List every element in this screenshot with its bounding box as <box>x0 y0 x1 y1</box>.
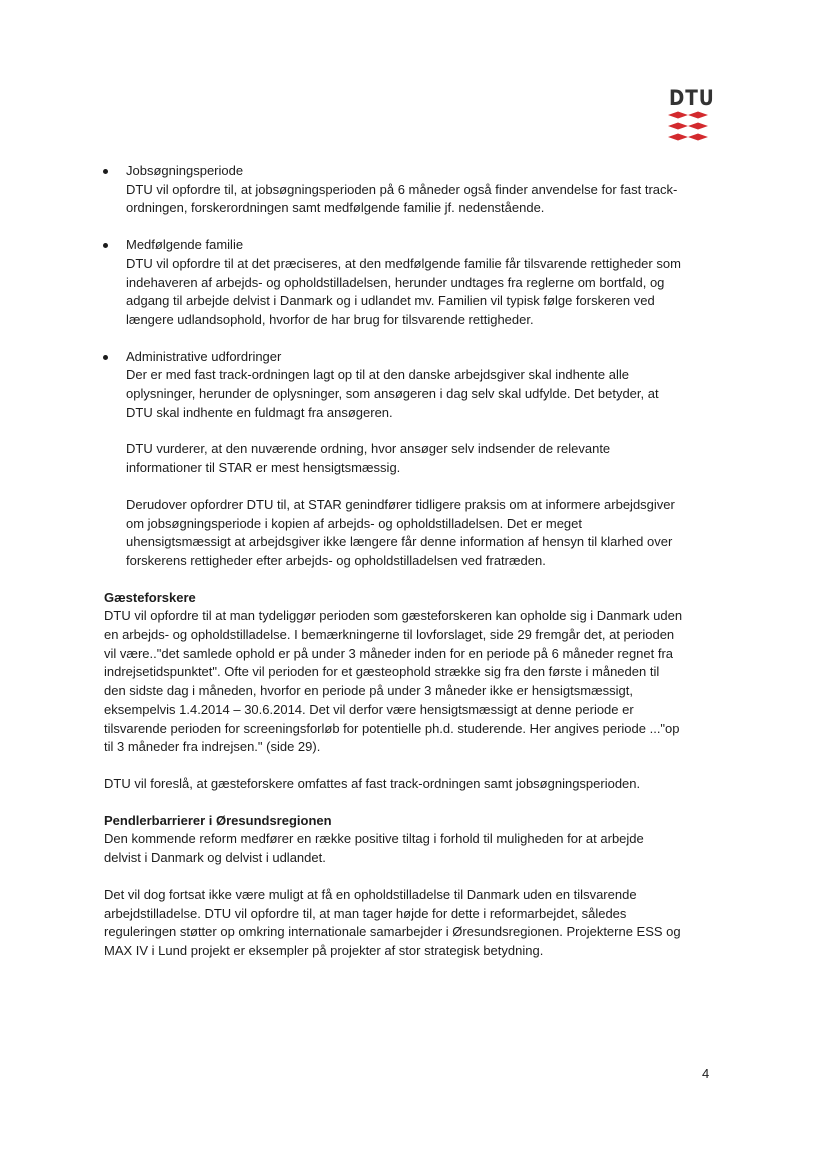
text-line: delvist i Danmark og delvist i udlandet. <box>104 850 326 866</box>
text-line: vil være.."det samlede ophold er på under 3 måneder inden for en periode på 6 måneder regnet fra <box>104 645 674 661</box>
bullet-item-jobsoegningsperiode <box>104 162 714 218</box>
text-line: forskerens rettigheder efter arbejds- og opholdstilladelsen ved fratræden. <box>126 552 546 568</box>
text-line: informationer til STAR er mest hensigtsmæssig. <box>126 460 401 476</box>
bullet-marker <box>103 355 108 360</box>
text-line: den sidste dag i måneden, hvorfor en periode på under 3 måneder ikke er hensigtsmæssigt, <box>104 683 633 699</box>
text-line: adgang til arbejde delvist i Danmark og i udlandet mv. Familien vil typisk følge forskeren ved <box>126 293 655 309</box>
text-line: til 3 måneder fra indrejsen." (side 29). <box>104 739 321 755</box>
bullet-marker <box>103 243 108 248</box>
document-body <box>104 162 714 961</box>
section-gaesteforskere <box>104 589 714 794</box>
page-number: 4 <box>702 1066 710 1081</box>
text-line: DTU vurderer, at den nuværende ordning, hvor ansøger selv indsender de relevante <box>126 441 611 457</box>
text-line: reguleringen støtter op omkring internationale samarbejder i Øresundsregionen. Projekterne ESS og <box>104 924 681 940</box>
text-line: DTU vil foreslå, at gæsteforskere omfattes af fast track-ordningen samt jobsøgningsperioden. <box>104 775 641 791</box>
section-pendlerbarrierer <box>104 812 714 961</box>
section-heading: Pendlerbarrierer i Øresundsregionen <box>104 812 332 828</box>
text-line: arbejdstilladelse. DTU vil opfordre til, at man tager højde for dette i reformarbejdet, således <box>104 905 627 921</box>
text-line: oplysninger, herunder de oplysninger, som ansøgeren i dag selv skal udfylde. Det betyder, at <box>126 386 659 402</box>
text-line: DTU skal indhente en fuldmagt fra ansøgeren. <box>126 404 393 420</box>
text-line: Det vil dog fortsat ikke være muligt at få en opholdstilladelse til Danmark uden en tilsvarende <box>104 886 637 902</box>
dtu-logo <box>660 86 716 144</box>
text-line: DTU vil opfordre til at det præciseres, at den medfølgende familie får tilsvarende rettigheder som <box>126 255 681 271</box>
bullet-title: Jobsøgningsperiode <box>126 163 244 178</box>
bullet-title: Medfølgende familie <box>126 237 244 253</box>
section-heading: Gæsteforskere <box>104 589 196 605</box>
text-line: Der er med fast track-ordningen lagt op til at den danske arbejdsgiver skal indhente alle <box>126 367 629 383</box>
text-line: DTU vil opfordre til at man tydeliggør perioden som gæsteforskeren kan opholde sig i Danmark uden <box>104 608 683 624</box>
dtu-logo-text: DTU <box>669 86 715 110</box>
text-line: længere udlandsophold, hvorfor de har brug for tilsvarende rettigheder. <box>126 311 534 327</box>
text-line: indehaveren af arbejds- og opholdstilladelsen, herunder undtages fra reglerne om bortfald, og <box>126 274 665 290</box>
text-line: Den kommende reform medfører en række positive tiltag i forhold til muligheden for at arbejde <box>104 831 644 847</box>
bullet-marker <box>103 169 108 174</box>
text-line: DTU vil opfordre til, at jobsøgningsperioden på 6 måneder også finder anvendelse for fast track- <box>126 181 678 197</box>
text-line: eksempelvis 1.4.2014 – 30.6.2014. Det vil derfor være hensigtsmæssigt at denne periode er <box>104 701 634 717</box>
text-line: uhensigtsmæssigt at arbejdsgiver ikke længere får denne information af hensyn til klarhed over <box>126 534 673 550</box>
dtu-logo-mark <box>668 110 708 144</box>
bullet-item-medfoelgende-familie <box>104 236 714 330</box>
text-line: en arbejds- og opholdstilladelse. I bemærkningerne til lovforslaget, side 29 fremgår det, at perioden <box>104 627 675 643</box>
bullet-title: Administrative udfordringer <box>126 348 282 364</box>
text-line: indrejsetidspunktet". Ofte vil perioden for et gæsteophold strække sig fra den første i måneden til <box>104 664 660 680</box>
text-line: MAX IV i Lund projekt er eksempler på projekter af stor strategisk betydning. <box>104 942 544 958</box>
text-line: tilsvarende perioden for screeningsforløb for potentielle ph.d. studerende. Her angives periode ..."op <box>104 720 680 736</box>
text-line: Derudover opfordrer DTU til, at STAR genindfører tidligere praksis om at informere arbejdsgiver <box>126 496 675 512</box>
text-line: ordningen, forskerordningen samt medfølgende familie jf. nedenstående. <box>126 200 545 216</box>
bullet-item-administrative-udfordringer <box>104 348 714 571</box>
text-line: om jobsøgningsperiode i kopien af arbejds- og opholdstilladelsen. Det er meget <box>126 515 582 531</box>
